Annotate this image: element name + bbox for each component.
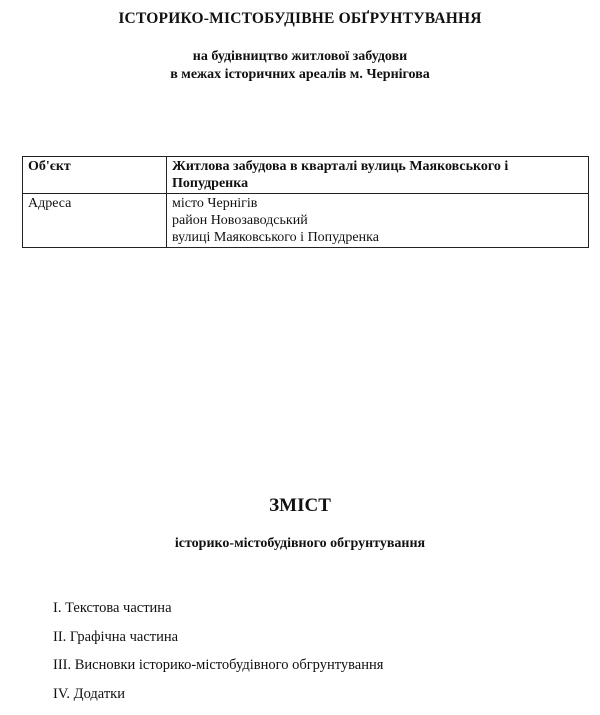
address-label-cell <box>23 194 167 248</box>
contents-subtitle: історико-містобудівного обгрунтування <box>174 536 426 551</box>
address-value-cell <box>167 194 589 248</box>
contents-item-text-part: І. Текстова частина <box>53 600 172 616</box>
object-value-line-2: Попудренка <box>172 176 249 191</box>
contents-item-appendices: IV. Додатки <box>53 685 125 702</box>
contents-list <box>53 599 383 713</box>
address-line-3: вулиці Маяковського і Попудренка <box>172 230 379 245</box>
document-subtitle-line-2: в межах історичних ареалів м. Чернігова <box>170 67 430 82</box>
object-label-cell <box>23 157 167 194</box>
address-line-1: місто Чернігів <box>172 196 258 211</box>
object-value-cell <box>167 157 589 194</box>
document-title: ІСТОРИКО-МІСТОБУДІВНЕ ОБҐРУНТУВАННЯ <box>118 10 482 27</box>
address-line-2: район Новозаводський <box>172 213 308 228</box>
table-row-object <box>23 157 589 194</box>
contents-title: ЗМІСТ <box>269 495 331 516</box>
contents-item-graphic-part: ІІ. Графічна частина <box>53 628 179 645</box>
object-value-line-1: Житлова забудова в кварталі вулиць Маяковського і <box>172 159 509 174</box>
address-label: Адреса <box>28 196 72 211</box>
object-info-table <box>22 156 589 248</box>
table-row-address <box>23 194 589 248</box>
document-subtitle-line-1: на будівництво житлової забудови <box>192 49 408 64</box>
contents-item-conclusions: ІІІ. Висновки історико-містобудівного обгрунтування <box>53 657 384 673</box>
object-label: Об'єкт <box>28 159 71 174</box>
